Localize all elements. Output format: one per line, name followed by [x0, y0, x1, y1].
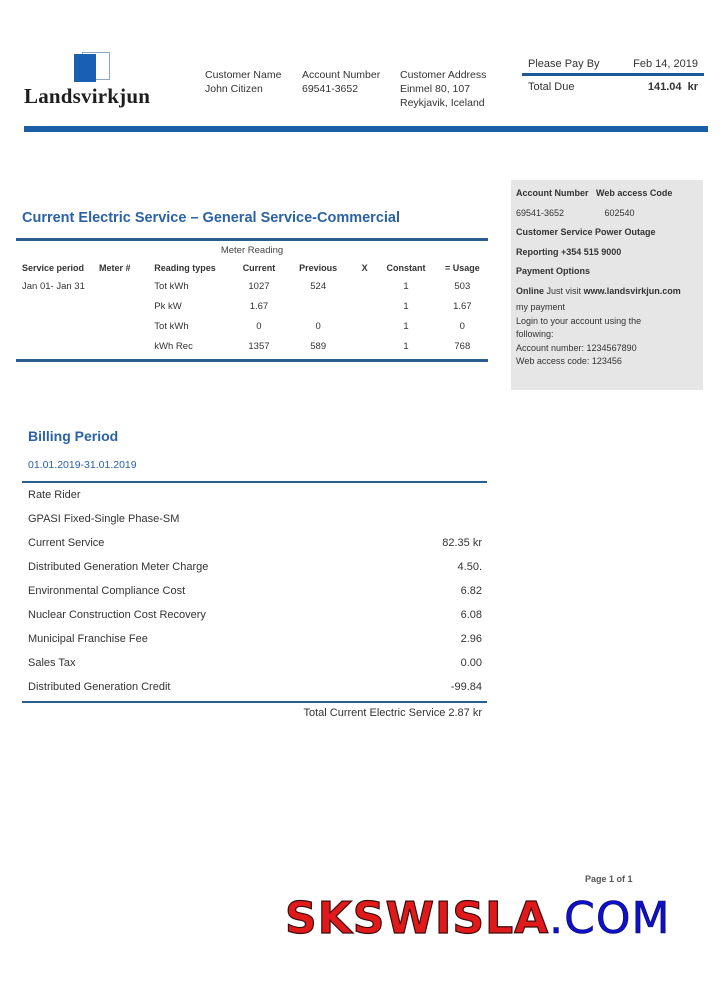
- cell-usage: 503: [454, 281, 471, 292]
- billing-table: [22, 481, 487, 703]
- billing-item-amount: 82.35 kr: [442, 537, 482, 549]
- col-usage: = Usage: [444, 263, 480, 273]
- billing-period-title: Billing Period: [28, 428, 119, 444]
- cell-x: [354, 317, 376, 337]
- watermark-red-text: SKSWISLA: [285, 893, 550, 944]
- table-row: [16, 317, 488, 337]
- payment-summary: [522, 56, 704, 95]
- cell-type: kWh Rec: [154, 341, 193, 352]
- billing-row: [22, 483, 487, 507]
- website-link[interactable]: www.landsvirkjun.com: [583, 285, 681, 296]
- online-label: Online: [516, 285, 545, 296]
- billing-row: [22, 531, 487, 555]
- table-top-rule: [16, 238, 488, 241]
- pay-by-label: Please Pay By: [528, 58, 600, 70]
- billing-item-label: Nuclear Construction Cost Recovery: [28, 609, 206, 621]
- billing-row: [22, 507, 487, 531]
- billing-item-label: Distributed Generation Credit: [28, 681, 171, 693]
- cell-usage: 768: [454, 341, 471, 352]
- info-header-row: [516, 184, 698, 204]
- col-meter: Meter #: [99, 263, 131, 273]
- col-x: X: [361, 263, 368, 273]
- billing-row: [22, 627, 487, 651]
- cell-usage: 0: [459, 321, 465, 332]
- cell-constant: 1: [403, 341, 409, 352]
- login-line-1: Login to your account using the: [516, 315, 642, 326]
- header-divider: [24, 126, 708, 132]
- billing-item-label: Municipal Franchise Fee: [28, 633, 148, 645]
- cell-meter: [99, 337, 154, 357]
- table-row: [16, 277, 488, 297]
- watermark: [285, 893, 670, 944]
- billing-total: Total Current Electric Service 2.87 kr: [303, 707, 482, 719]
- login-web-access-code: Web access code: 123456: [516, 356, 622, 366]
- cell-current: 1357: [248, 341, 270, 352]
- info-values-row: [516, 204, 698, 224]
- cell-previous: 524: [310, 281, 327, 292]
- billing-row: [22, 555, 487, 579]
- billing-item-amount: 2.96: [460, 633, 482, 645]
- cell-period: [16, 297, 99, 317]
- billing-row: [22, 651, 487, 675]
- company-logo-icon: [74, 52, 110, 82]
- cell-previous: [283, 297, 354, 317]
- meter-reading-table: [16, 238, 488, 362]
- info-web-access-label: Web access Code: [596, 188, 673, 198]
- cell-meter: [99, 317, 154, 337]
- customer-name-label: Customer Name: [205, 69, 282, 81]
- billing-item-amount: 0.00: [460, 657, 482, 669]
- table-row: [16, 337, 488, 357]
- total-due-label: Total Due: [528, 81, 575, 93]
- cell-type: Tot kWh: [154, 321, 189, 332]
- meter-reading-caption: Meter Reading: [220, 245, 284, 256]
- company-name: Landsvirkjun: [24, 84, 151, 108]
- payment-options-heading: Payment Options: [516, 266, 591, 276]
- cell-x: [354, 277, 376, 297]
- pay-by-date: Feb 14, 2019: [633, 58, 698, 70]
- cell-previous: 0: [315, 321, 321, 332]
- col-reading-types: Reading types: [154, 263, 216, 273]
- cell-type: Tot kWh: [154, 281, 189, 292]
- cell-usage: 1.67: [453, 301, 472, 312]
- info-web-access-code: 602540: [604, 207, 635, 218]
- billing-item-label: Sales Tax: [28, 657, 76, 669]
- watermark-blue-text: .COM: [549, 893, 671, 944]
- cell-constant: 1: [403, 301, 409, 312]
- table-bottom-rule: [16, 359, 488, 362]
- cell-constant: 1: [403, 281, 409, 292]
- col-previous: Previous: [299, 263, 338, 273]
- account-number-label: Account Number: [302, 69, 381, 81]
- billing-item-label: GPASI Fixed-Single Phase-SM: [28, 513, 180, 525]
- cell-meter: [99, 297, 154, 317]
- billing-row: [22, 603, 487, 627]
- billing-item-amount: 6.82: [460, 585, 482, 597]
- cell-period: [16, 337, 99, 357]
- billing-item-amount: -99.84: [450, 681, 482, 693]
- cell-meter: [99, 277, 154, 297]
- cell-previous: 589: [310, 341, 327, 352]
- customer-name: John Citizen: [205, 83, 263, 95]
- billing-item-amount: 6.08: [460, 609, 482, 621]
- cell-x: [354, 337, 376, 357]
- billing-item-label: Distributed Generation Meter Charge: [28, 561, 209, 573]
- billing-bottom-rule: [22, 701, 487, 703]
- cell-constant: 1: [403, 321, 409, 332]
- col-constant: Constant: [386, 263, 426, 273]
- cell-x: [354, 297, 376, 317]
- table-row: [16, 297, 488, 317]
- online-text: Just visit: [546, 285, 582, 296]
- billing-item-label: Current Service: [28, 537, 105, 549]
- login-account-number: Account number: 1234567890: [516, 342, 637, 353]
- online-payment-line: [516, 282, 698, 302]
- customer-name-block: [205, 68, 281, 96]
- account-info-box: [511, 180, 703, 390]
- cell-type: Pk kW: [154, 301, 182, 312]
- billing-item-label: Environmental Compliance Cost: [28, 585, 186, 597]
- cell-current: 1027: [248, 281, 270, 292]
- electric-service-title: Current Electric Service – General Service-Commercial: [22, 210, 400, 226]
- account-number-block: [302, 68, 380, 96]
- info-account-number-label: Account Number: [516, 188, 589, 198]
- cell-period: Jan 01- Jan 31: [22, 281, 85, 292]
- pay-divider: [522, 73, 704, 76]
- customer-address-block: [400, 68, 486, 110]
- table-header-row: [16, 259, 488, 277]
- my-payment-text: my payment: [516, 302, 566, 312]
- col-current: Current: [242, 263, 276, 273]
- col-service-period: Service period: [22, 263, 85, 273]
- billing-row: [22, 675, 487, 699]
- cell-current: 0: [256, 321, 262, 332]
- billing-period-dates: 01.01.2019-31.01.2019: [28, 459, 137, 471]
- billing-item-label: Rate Rider: [28, 489, 81, 501]
- total-due-amount: 141.04 kr: [647, 81, 698, 93]
- billing-item-amount: 4.50.: [457, 561, 482, 573]
- customer-address-label: Customer Address: [400, 69, 487, 81]
- page-number: Page 1 of 1: [585, 874, 633, 884]
- customer-service-line-1: Customer Service Power Outage: [516, 227, 656, 237]
- address-line-2: Reykjavik, Iceland: [400, 97, 485, 109]
- cell-period: [16, 317, 99, 337]
- address-line-1: Einmel 80, 107: [400, 83, 471, 95]
- info-account-number: 69541-3652: [516, 207, 565, 218]
- account-number: 69541-3652: [302, 83, 359, 95]
- login-line-2: following:: [516, 329, 554, 339]
- billing-row: [22, 579, 487, 603]
- cell-current: 1.67: [249, 301, 269, 312]
- customer-service-line-2: Reporting +354 515 9000: [516, 246, 622, 257]
